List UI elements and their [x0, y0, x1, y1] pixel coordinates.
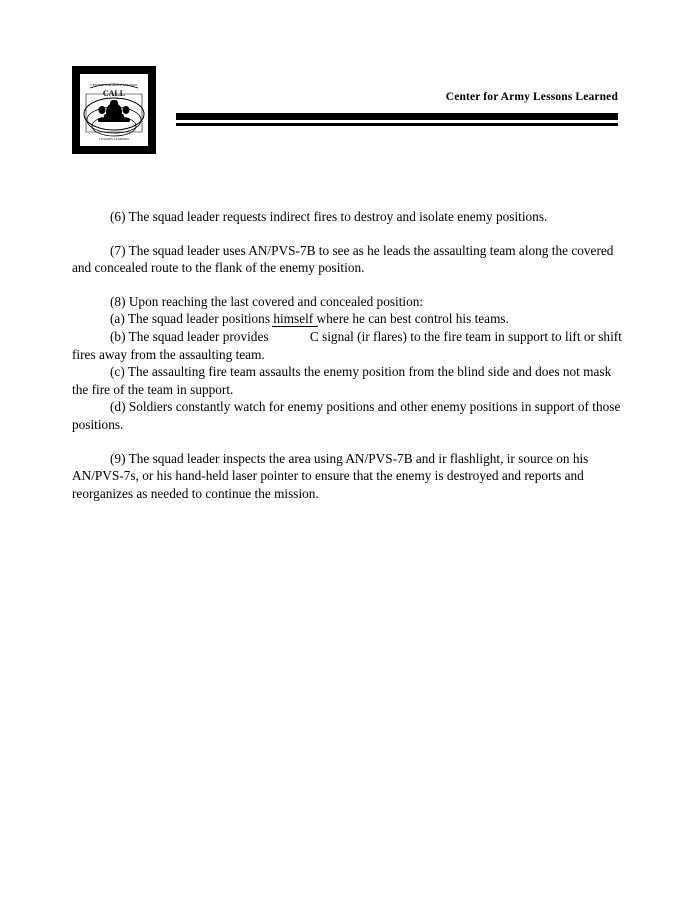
paragraph-8b-after: signal (ir flares) to the fire team in support to lift or shift fires away from the assaulting team.: [72, 328, 622, 362]
svg-text:CENTER FOR ARMY LESSONS: CENTER FOR ARMY LESSONS: [90, 83, 138, 87]
svg-text:LESSONS LEARNED: LESSONS LEARNED: [99, 137, 129, 141]
paragraph-8a: (a) The squad leader positions himself where he can best control his teams.: [110, 311, 509, 327]
paragraph-spacer: [72, 434, 622, 450]
paragraph-8b: [72, 328, 622, 363]
paragraph-9: (9) The squad leader inspects the area using AN/PVS-7B and ir flashlight, ir source on his AN/PVS-7s, or his hand-held laser pointer to ensure that the enemy is destroyed and reports and reorganizes as needed to continue the mission.: [72, 450, 589, 501]
paragraph-8b-before: (b) The squad leader provides: [110, 328, 272, 344]
document-body: [72, 208, 622, 502]
header-rule: [176, 113, 618, 126]
svg-text:CALL: CALL: [102, 89, 126, 98]
paragraph-8d: (d) Soldiers constantly watch for enemy positions and other enemy positions in support of those positions.: [72, 399, 621, 432]
page-header: [0, 66, 695, 166]
call-logo-inner: [80, 74, 148, 146]
paragraph-8c: (c) The assaulting fire team assaults the enemy position from the blind side and does not mask the fire of the team in support.: [72, 364, 612, 397]
paragraph-spacer: [72, 277, 622, 293]
header-rule-thin: [176, 123, 618, 126]
call-logo: [72, 66, 156, 154]
call-emblem-icon: [80, 74, 148, 146]
paragraph-8: (8) Upon reaching the last covered and concealed position:: [110, 293, 424, 309]
paragraph-7: (7) The squad leader uses AN/PVS-7B to see as he leads the assaulting team along the covered and concealed route to the flank of the enemy position.: [72, 242, 614, 276]
c-overbar-symbol: C: [272, 328, 319, 346]
paragraph-6: (6) The squad leader requests indirect fires to destroy and isolate enemy positions.: [110, 209, 548, 224]
paragraph-spacer: [72, 226, 622, 242]
header-rule-thick: [176, 113, 618, 120]
header-title: Center for Army Lessons Learned: [445, 91, 618, 103]
